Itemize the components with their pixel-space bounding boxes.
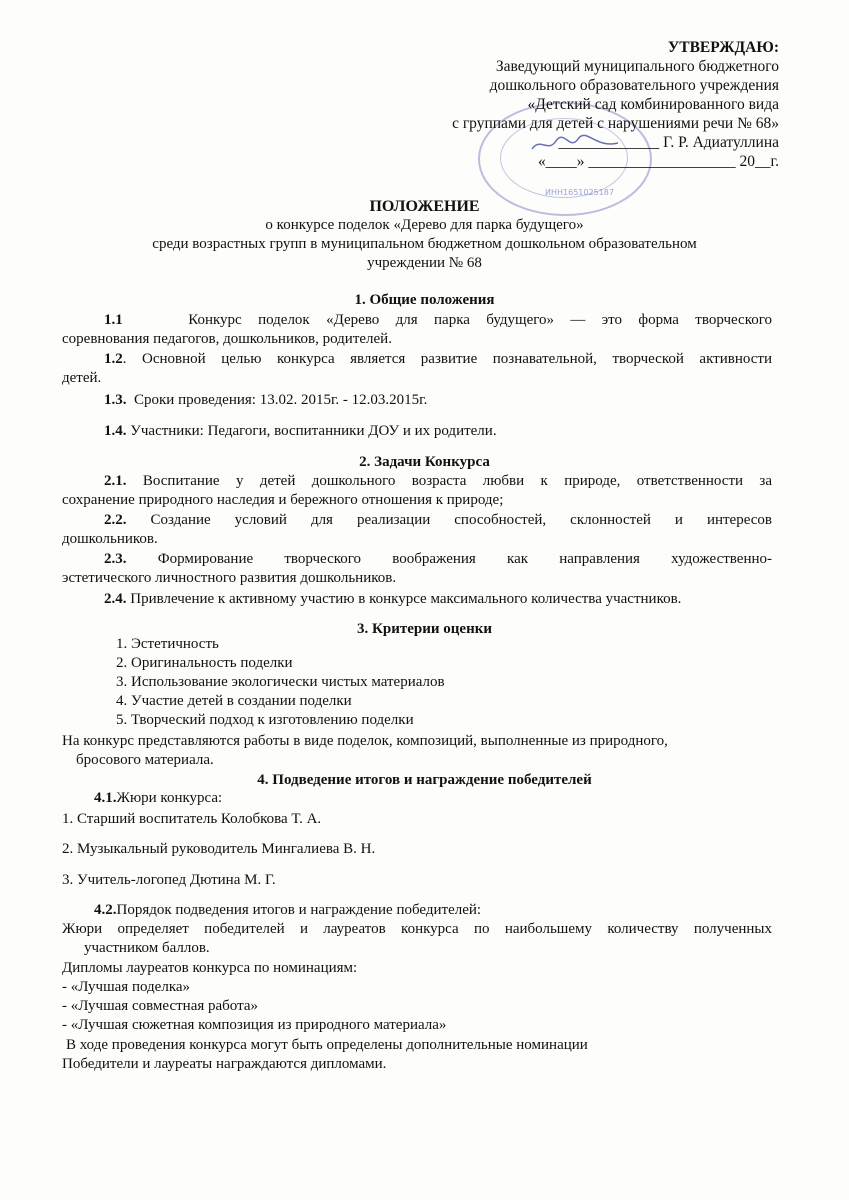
paragraph: соревнования педагогов, дошкольников, родителей. — [62, 331, 392, 347]
section-heading: 1. Общие положения — [354, 292, 495, 308]
paragraph: Дипломы лауреатов конкурса по номинациям: — [62, 960, 358, 976]
paragraph: эстетического личностного развития дошкольников. — [62, 570, 397, 586]
paragraph: 2.1. Воспитание у детей дошкольного возраста любви к природе, ответственности за — [104, 473, 772, 489]
list-item: 2. Оригинальность поделки — [116, 655, 293, 671]
document-subtitle: учреждении № 68 — [367, 255, 482, 271]
paragraph: В ходе проведения конкурса могут быть определены дополнительные номинации — [66, 1037, 588, 1053]
paragraph: На конкурс представляются работы в виде поделок, композиций, выполненные из природного, — [62, 733, 668, 749]
paragraph: 1.2. Основной целью конкурса является развитие познавательной, творческой активности — [104, 351, 772, 367]
approval-heading: УТВЕРЖДАЮ: — [667, 39, 779, 56]
list-item: 5. Творческий подход к изготовлению поделки — [116, 712, 414, 728]
paragraph: 2.4. Привлечение к активному участию в конкурсе максимального количества участников. — [104, 591, 682, 607]
paragraph: участником баллов. — [84, 940, 210, 956]
list-item: 3. Использование экологически чистых материалов — [116, 674, 445, 690]
section-heading: 4. Подведение итогов и награждение победителей — [257, 772, 592, 788]
list-item: 2. Музыкальный руководитель Мингалиева В. Н. — [62, 841, 376, 857]
paragraph: 4.2.Порядок подведения итогов и награждение победителей: — [94, 902, 482, 918]
list-item: - «Лучшая сюжетная композиция из природного материала» — [62, 1017, 447, 1033]
paragraph: сохранение природного наследия и бережного отношения к природе; — [62, 492, 504, 508]
paragraph: 1.4. Участники: Педагоги, воспитанники ДОУ и их родители. — [104, 423, 497, 439]
section-heading: 3. Критерии оценки — [357, 621, 492, 637]
approval-line: дошкольного образовательного учреждения — [489, 77, 779, 94]
document-subtitle: среди возрастных групп в муниципальном бюджетном дошкольном образовательном — [152, 236, 697, 252]
date-line: «____» ___________________ 20__г. — [538, 153, 779, 170]
paragraph: 4.1.Жюри конкурса: — [94, 790, 223, 806]
approval-block — [452, 38, 779, 171]
paragraph: 1.1 Конкурс поделок «Дерево для парка будущего» — это форма творческого — [104, 312, 772, 328]
paragraph: детей. — [62, 370, 102, 386]
list-item: 4. Участие детей в создании поделки — [116, 693, 352, 709]
paragraph: дошкольников. — [62, 531, 158, 547]
section-heading: 2. Задачи Конкурса — [359, 454, 490, 470]
signature-line: _____________ Г. Р. Адиатуллина — [558, 134, 779, 151]
approval-line: Заведующий муниципального бюджетного — [495, 58, 779, 75]
approval-line: «Детский сад комбинированного вида — [527, 96, 779, 113]
paragraph: 2.3. Формирование творческого воображения как направления художественно- — [104, 551, 773, 567]
stamp-inn-text: ИНН1651025187 — [545, 188, 614, 197]
paragraph: 2.2. Создание условий для реализации способностей, склонностей и интересов — [104, 512, 772, 528]
paragraph: бросового материала. — [76, 752, 214, 768]
approval-line: с группами для детей с нарушениями речи № 68» — [452, 115, 779, 132]
list-item: 1. Эстетичность — [116, 636, 219, 652]
paragraph: Жюри определяет победителей и лауреатов конкурса по наибольшему количеству полученных — [62, 921, 772, 937]
list-item: 1. Старший воспитатель Колобкова Т. А. — [62, 811, 322, 827]
paragraph: 1.3. Сроки проведения: 13.02. 2015г. - 12.03.2015г. — [104, 392, 428, 408]
document-subtitle: о конкурсе поделок «Дерево для парка будущего» — [265, 217, 584, 233]
list-item: 3. Учитель-логопед Дютина М. Г. — [62, 872, 276, 888]
list-item: - «Лучшая поделка» — [62, 979, 191, 995]
list-item: - «Лучшая совместная работа» — [62, 998, 258, 1014]
document-title: ПОЛОЖЕНИЕ — [369, 198, 480, 215]
paragraph: Победители и лауреаты награждаются дипломами. — [62, 1056, 387, 1072]
